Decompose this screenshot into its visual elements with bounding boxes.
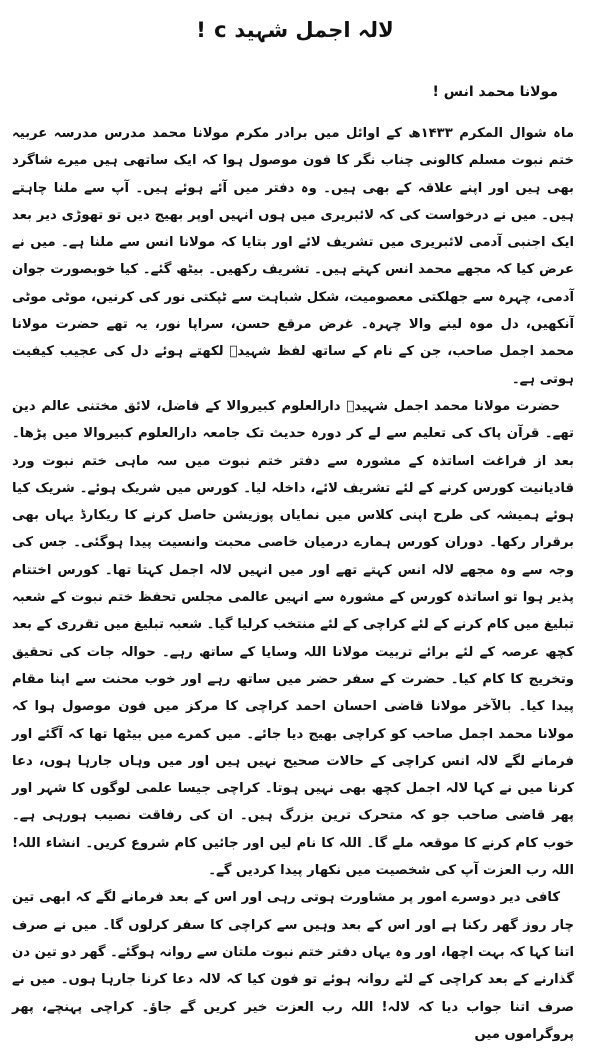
article-title: لالہ اجمل شہید c !	[196, 18, 394, 42]
letter-body	[12, 120, 574, 1048]
paragraph: حضرت مولانا محمد اجمل شہیدؒ دارالعلوم کبیروالا کے فاضل، لائق مختنی عالم دین تھے۔ قرآن پاک کی تعلیم سے لے کر دورہ حدیث تک جامعہ دارالعلوم کبیروالا میں پڑھا۔ بعد از فراغت اساتذہ کے مشورہ سے دفتر ختم نبوت میں سہ ماہی ختم نبوت ورد قادیانیت کورس کرنے کے لئے تشریف لائے، داخلہ لیا۔ کورس میں شریک ہوئے۔ شریک کیا ہوئے ہمیشہ کی طرح اپنی کلاس میں نمایاں پوزیشن حاصل کرنے کا ریکارڈ یہاں بھی برقرار رکھا۔ دوران کورس ہمارے درمیان خاصی محبت وانسیت پیدا ہوگئی۔ جس کی وجہ سے وہ مجھے لالہ انس کہتے تھے اور میں انہیں لالہ اجمل کہتا تھا۔ کورس اختتام پذیر ہوا تو اساتذہ کورس کے مشورہ سے انہیں عالمی مجلس تحفظ ختم نبوت کے شعبہ تبلیغ میں کام کرنے کے لئے کراچی کے لئے منتخب کرلیا گیا۔ شعبہ تبلیغ میں تقرری کے بعد کچھ عرصہ کے لئے برائے تربیت مولانا اللہ وسایا کے ساتھ رہے۔ حوالہ جات کی تحقیق وتخریج کا کام کیا۔ حضرت کے سفر حضر میں ساتھ رہے اور خوب محنت سے اپنا مقام پیدا کیا۔ بالآخر مولانا قاضی احسان احمد کراچی کا مرکز میں فون موصول ہوا کہ مولانا محمد اجمل صاحب کو کراچی بھیج دیا جائے۔ میں کمرے میں بیٹھا تھا کہ آگئے اور فرمانے لگے لالہ انس کراچی کے حالات صحیح نہیں ہیں اور میں وہاں جارہا ہوں، دعا کرنا میں نے کہا لالہ اجمل کچھ بھی نہیں ہوتا۔ کراچی جیسا علمی لوگوں کا شہر اور پھر قاضی صاحب جو کہ متحرک ترین بزرگ ہیں۔ ان کی رفاقت نصیب ہورہی ہے۔ خوب کام کرنے کا موقعہ ملے گا۔ اللہ کا نام لیں اور جائیں کام شروع کریں۔ انشاء اللہ! اللہ رب العزت آپ کی شخصیت میں نکھار پیدا کردیں گے۔	[12, 398, 574, 879]
paragraph: ماہ شوال المکرم ۱۴۳۳ھ کے اوائل میں برادر مکرم مولانا محمد مدرس مدرسہ عربیہ ختم نبوت مسلم کالونی چناب نگر کا فون موصول ہوا کہ ایک ساتھی ہیں میرے شاگرد بھی ہیں اور اپنے علاقہ کے بھی ہیں۔ وہ دفتر میں آئے ہوئے ہیں۔ آپ سے ملنا چاہتے ہیں۔ میں نے درخواست کی کہ لائبریری میں ہوں انہیں اوپر بھیج دیں تو تھوڑی دیر بعد ایک اجنبی آدمی لائبریری میں تشریف لائے اور بتایا کہ مولانا انس سے ملنا ہے۔ میں نے عرض کیا کہ مجھے محمد انس کہتے ہیں۔ تشریف رکھیں۔ بیٹھ گئے۔ کیا خوبصورت جوان آدمی، چہرہ سے جھلکتی معصومیت، شکل شباہت سے ٹپکتی نور کی کرنیں، موٹی موٹی آنکھیں، دل موہ لینے والا چہرہ۔ غرض مرقع حسن، سراپا نور، یہ تھے حضرت مولانا محمد اجمل صاحب، جن کے نام کے ساتھ لفظ شہیدؒ لکھتے ہوئے دل کی عجیب کیفیت ہوتی ہے۔	[12, 126, 575, 387]
letter-greeting: مولانا محمد انس !	[432, 84, 558, 100]
paragraph: کافی دیر دوسرے امور پر مشاورت ہوتی رہی اور اس کے بعد فرمانے لگے کہ ابھی تین چار روز گھر رکنا ہے اور اس کے بعد وہیں سے کراچی کا سفر کرلوں گا۔ میں نے صرف اتنا کہا کہ بہت اچھا، اور وہ یہاں دفتر ختم نبوت ملتان سے روانہ ہوگئے۔ گھر دو تین دن گذارنے کے بعد کراچی کے لئے روانہ ہوئے تو فون کیا کہ لالہ دعا کرنا جارہا ہوں۔ میں نے صرف اتنا جواب دیا کہ لالہ! اللہ رب العزت خیر کریں گے جاؤ۔ کراچی پہنچے، پھر پروگراموں میں	[12, 890, 574, 1042]
